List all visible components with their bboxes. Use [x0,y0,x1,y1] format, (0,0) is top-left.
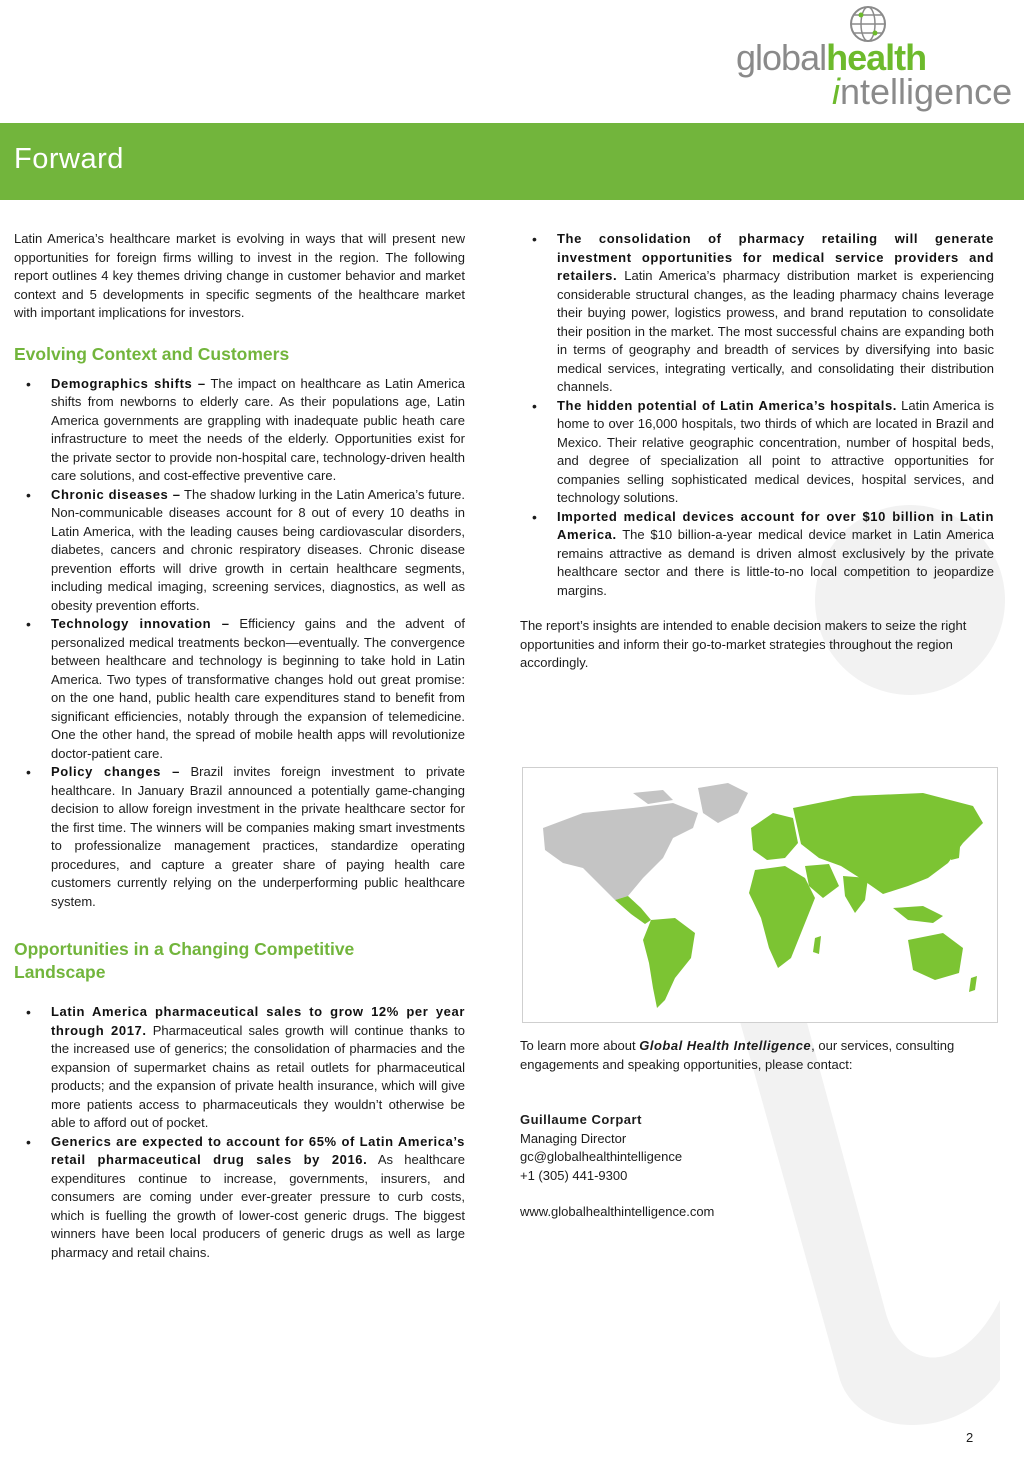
left-column [14,230,465,1262]
world-map-figure [522,767,998,1023]
title-banner [0,123,1024,200]
list-item: • Policy changes – Brazil invites foreign investment to private healthcare. In January Brazil announced a potentially game-changing decision to allow foreign investment in the private healthcare sector for the first time. The winners will be companies making smart investments to professionalize management practices, standardize operating procedures, and capture a greater share of paying health care customers currently relying on the underperforming public healthcare system. [14,763,465,911]
list-item: • Imported medical devices account for over $10 billion in Latin America. The $10 billion-a-year medical device market in Latin America remains attractive as demand is driven almost exclusively by the private healthcare sector and there is little-to-no local competition to jeopardize margins. [520,508,994,601]
closing-paragraph: The report’s insights are intended to enable decision makers to seize the right opportunities and inform their go-to-market strategies throughout the region accordingly. [520,618,967,670]
logo-word-ntelligence: ntelligence [840,71,1013,112]
contact-role: Managing Director [520,1130,627,1146]
contact-block [520,1037,994,1222]
list-item: • The hidden potential of Latin America’s hospitals. Latin America is home to over 16,000 hospitals, two thirds of which are located in Brazil and Mexico. Their relative geographic concentration, number of hospital beds, and degree of specialization all point to attractive opportunities for companies selling sophisticated medical devices, hospital services, and technology solutions. [520,397,994,508]
list-item: • Demographics shifts – The impact on healthcare as Latin America shifts from newborns to elderly care. As their populations age, Latin America governments are grappling with inadequate public heath care infrastructure to meet the needs of the elderly. Opportunities exist for the private sector to provide non-hospital care, technology-driven health care solutions, and cost-effective preventive care. [14,375,465,486]
contact-name: Guillaume Corpart [520,1112,642,1127]
contact-email[interactable]: gc@globalhealthintelligence [520,1149,683,1164]
website-link[interactable]: www.globalhealthintelligence.com [520,1204,715,1219]
page-title: Forward [14,143,124,175]
page-number: 2 [966,1430,974,1445]
evolving-list [14,375,465,912]
world-map-icon [523,768,997,1022]
section-heading-opportunities: Opportunities in a Changing Competitive Landscape [14,939,355,982]
company-logo [736,4,1013,112]
intro-paragraph: Latin America’s healthcare market is evolving in ways that will present new opportunities for foreign firms willing to invest in the region. The following report outlines 4 key themes driving change in customer behavior and market context and 5 developments in specific segments of the healthcare market with important implications for investors. [14,231,465,320]
logo-word-health: health [826,37,927,78]
list-item: • The consolidation of pharmacy retailing will generate investment opportunities for medical service providers and retailers. Latin America’s pharmacy distribution market is experiencing considerable structural changes, as the leading pharmacy chains leverage their buying power, logistics prowess, and brand reputation to consolidate their position in the market. The most successful chains are expanding both in terms of geography and breadth of services by diversifying into basic medical services, integrating vertically, and consolidating their distribution channels. [520,230,994,397]
right-column [520,230,994,673]
list-item: • Generics are expected to account for 65% of Latin America’s retail pharmaceutical drug sales by 2016. As healthcare expenditures continue to increase, governments, insurers, and consumers are coming under ever-greater pressure to curb costs, which is fuelling the growth of lower-cost generic drugs. The biggest winners have been local producers of generic drugs as well as large pharmacy and retail chains. [14,1133,465,1263]
logo-word-global: global [736,37,827,78]
market-developments-list [520,230,994,600]
list-item: • Chronic diseases – The shadow lurking in the Latin America’s future. Non-communicable diseases account for 8 out of every 10 deaths in Latin America, with the leading causes being cardiovascular disorders, diabetes, cancers and chronic respiratory diseases. Chronic disease prevention efforts will drive growth in certain healthcare segments, including medical imaging, screening services, diagnostics, as well as obesity prevention efforts. [14,486,465,616]
logo-letter-i: i [832,71,840,112]
list-item: • Latin America pharmaceutical sales to grow 12% per year through 2017. Pharmaceutical sales growth will continue thanks to the increased use of generics; the consolidation of pharmacies and the expansion of supermarket chains as retail outlets for pharmaceutical products; and the expansion of private health insurance, which will give more patients access to pharmaceuticals they wouldn’t otherwise be able to afford out of pocket. [14,1003,465,1133]
contact-intro: To learn more about Global Health Intelligence, our services, consulting engagements and speaking opportunities, please contact: [520,1038,955,1072]
list-item: • Technology innovation – Efficiency gains and the advent of personalized medical treatments beckon—eventually. The convergence between healthcare and technology is beginning to take hold in Latin America. Two types of transformative changes hold out great promise: on the one hand, public health care expenditures stand to benefit from significant efficiencies, notably through the expansion of telemedicine. One the other hand, the spread of mobile health apps will revolutionize doctor-patient care. [14,615,465,763]
section-heading-evolving: Evolving Context and Customers [14,343,290,364]
opportunities-list [14,1003,465,1262]
contact-phone: +1 (305) 441-9300 [520,1167,628,1183]
